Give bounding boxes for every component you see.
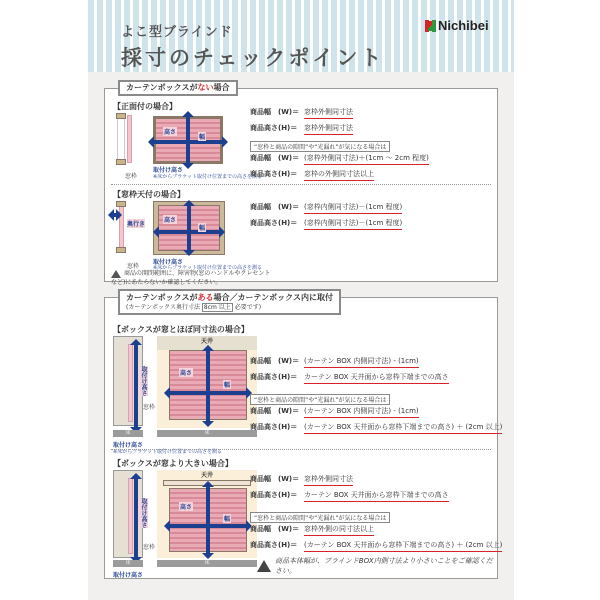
mount-height-label: 取付け高さ bbox=[113, 572, 144, 579]
frame-cap-top bbox=[116, 201, 126, 207]
same-alt-formula-width: 商品幅 (W)＝ (カーテン BOX 内側同寸法) - (1cm) bbox=[250, 406, 419, 418]
width-arrow bbox=[169, 391, 247, 395]
front-formula-height: 商品高さ(H)＝ 窓枠外側同寸法 bbox=[250, 123, 353, 135]
height-label: 高さ bbox=[164, 129, 177, 136]
front-alt-formula-height: 商品高さ(H)＝ 窓枠の外側同寸法以上 bbox=[250, 169, 374, 181]
box-size-warning: 商品本体幅が、ブラインドBOX内側寸法より小さいことをご確認ください。 bbox=[257, 556, 497, 576]
section-with-curtain-box bbox=[104, 297, 503, 579]
width-label: 幅 bbox=[199, 134, 206, 141]
brand-name: Nichibei bbox=[438, 18, 489, 33]
depth-label: 奥行き bbox=[127, 221, 146, 228]
front-formula-width: 商品幅 (W)＝ 窓枠外側同寸法 bbox=[250, 107, 353, 119]
obstacle-warning: 商品の開閉範囲に、障害物(窓のハンドルやクレセントなど)にあたらないか確認してください。 bbox=[111, 270, 271, 286]
page bbox=[88, 0, 514, 600]
divider bbox=[111, 449, 491, 450]
mount-height-note: ※床からブラケット取付け位置までの高さを測る bbox=[153, 174, 262, 180]
mount-height-arrow bbox=[134, 478, 138, 558]
height-arrow bbox=[206, 350, 210, 422]
blind-side-view bbox=[127, 115, 132, 163]
same-alt-formula-height: 商品高さ(H)＝ (カーテン BOX 天井面から窓枠下端までの高さ) ＋ (2cm 以上) bbox=[250, 422, 502, 434]
frame-cap-bottom bbox=[116, 159, 126, 165]
frame-label: 窓枠 bbox=[125, 173, 138, 180]
larger-box-title: 【ボックスが窓より大きい場合】 bbox=[113, 459, 233, 468]
width-arrow bbox=[158, 230, 220, 234]
width-label: 幅 bbox=[224, 382, 231, 389]
window-frame-side bbox=[117, 115, 125, 163]
same-size-box-title: 【ボックスが窓とほぼ同寸法の場合】 bbox=[113, 325, 249, 334]
inside-formula-height: 商品高さ(H)＝ (窓枠内側同寸法)－(1cm 程度) bbox=[250, 218, 402, 230]
larger-formula-width: 商品幅 (W)＝ 窓枠外側同寸法 bbox=[250, 474, 353, 486]
nichibei-logo-icon bbox=[425, 20, 436, 32]
front-condition-note: “窓枠と商品の隙間”や“光漏れ”が気になる場合は bbox=[250, 141, 390, 152]
floor-side: 床 bbox=[113, 430, 143, 437]
height-arrow bbox=[206, 486, 210, 554]
front-alt-formula-width: 商品幅 (W)＝ (窓枠外側同寸法)＋(1cm ～ 2cm 程度) bbox=[250, 153, 429, 165]
frame-cap-top bbox=[116, 113, 126, 119]
header-banner bbox=[88, 0, 514, 72]
ceiling: 天井 bbox=[157, 336, 257, 350]
floor-side: 床 bbox=[113, 560, 143, 567]
front-mount-title: 【正面付の場合】 bbox=[113, 102, 177, 111]
brand-logo bbox=[425, 18, 489, 33]
section-tab-no-box: カーテンボックスがない場合 bbox=[118, 80, 238, 96]
height-label: 高さ bbox=[180, 504, 193, 511]
mount-height-vertical-label: 取付け高さ bbox=[140, 498, 147, 528]
frame-label: 窓枠 bbox=[143, 544, 156, 551]
depth-arrow-left bbox=[113, 213, 117, 217]
width-label: 幅 bbox=[199, 225, 206, 232]
width-arrow bbox=[153, 140, 223, 144]
frame-cap-bottom bbox=[116, 247, 126, 253]
same-formula-width: 商品幅 (W)＝ (カーテン BOX 内側同寸法) - (1cm) bbox=[250, 356, 419, 368]
inside-mount-diagram bbox=[113, 201, 263, 271]
larger-alt-formula-height: 商品高さ(H)＝ (カーテン BOX 天井面から窓枠下端までの高さ) ＋ (2cm 以上) bbox=[250, 540, 502, 552]
front-mount-diagram bbox=[113, 113, 263, 178]
blind-side-view bbox=[128, 478, 133, 554]
same-size-box-diagram bbox=[113, 336, 253, 448]
floor-front: 床 bbox=[157, 430, 257, 437]
section-no-curtain-box bbox=[104, 88, 498, 286]
frame-label: 窓枠 bbox=[127, 263, 140, 270]
width-arrow bbox=[169, 524, 247, 528]
height-label: 高さ bbox=[164, 217, 177, 224]
box-depth-note: (カーテンボックス奥行寸法 8cm 以上 必要です) bbox=[126, 304, 262, 311]
ceiling: 天井 bbox=[200, 472, 213, 479]
same-condition-note: “窓枠と商品の隙間”や“光漏れ”が気になる場合は bbox=[250, 394, 390, 405]
warning-icon bbox=[257, 560, 271, 572]
mount-height-note: ※床からブラケット取付け位置までの高さを測る bbox=[153, 265, 262, 271]
product-subtitle: よこ型ブラインド bbox=[121, 25, 233, 40]
inside-formula-width: 商品幅 (W)＝ (窓枠内側同寸法)－(1cm 程度) bbox=[250, 202, 402, 214]
height-label: 高さ bbox=[180, 370, 193, 377]
warning-icon bbox=[111, 270, 121, 278]
larger-alt-formula-width: 商品幅 (W)＝ 窓枠外側の同寸法以上 bbox=[250, 524, 374, 536]
height-arrow bbox=[187, 205, 191, 251]
width-label: 幅 bbox=[224, 516, 231, 523]
mount-height-label: 取付け高さ bbox=[153, 259, 184, 266]
blind-side-view bbox=[128, 344, 133, 422]
larger-box-diagram bbox=[113, 470, 253, 570]
mount-height-label: 取付け高さ bbox=[153, 167, 184, 174]
mount-height-arrow bbox=[134, 344, 138, 428]
larger-condition-note: “窓枠と商品の隙間”や“光漏れ”が気になる場合は bbox=[250, 512, 390, 523]
same-formula-height: 商品高さ(H)＝ カーテン BOX 天井面から窓枠下端までの高さ bbox=[250, 372, 449, 384]
mount-height-note: ※床からブラケット取付け位置までの高さを測る bbox=[113, 449, 222, 455]
mount-height-vertical-label: 取付け高さ bbox=[140, 366, 147, 396]
larger-formula-height: 商品高さ(H)＝ カーテン BOX 天井面から窓枠下端までの高さ bbox=[250, 490, 449, 502]
frame-label: 窓枠 bbox=[143, 404, 156, 411]
section-tab-with-box: カーテンボックスがある場合／カーテンボックス内に取付 (カーテンボックス奥行寸法 8cm 以上 必要です) bbox=[118, 289, 341, 315]
floor-front: 床 bbox=[157, 560, 257, 567]
page-title: 採寸のチェックポイント bbox=[121, 46, 385, 70]
inside-mount-title: 【窓枠天付の場合】 bbox=[113, 190, 185, 199]
divider bbox=[111, 184, 491, 185]
mount-height-label: 取付け高さ bbox=[113, 442, 144, 449]
